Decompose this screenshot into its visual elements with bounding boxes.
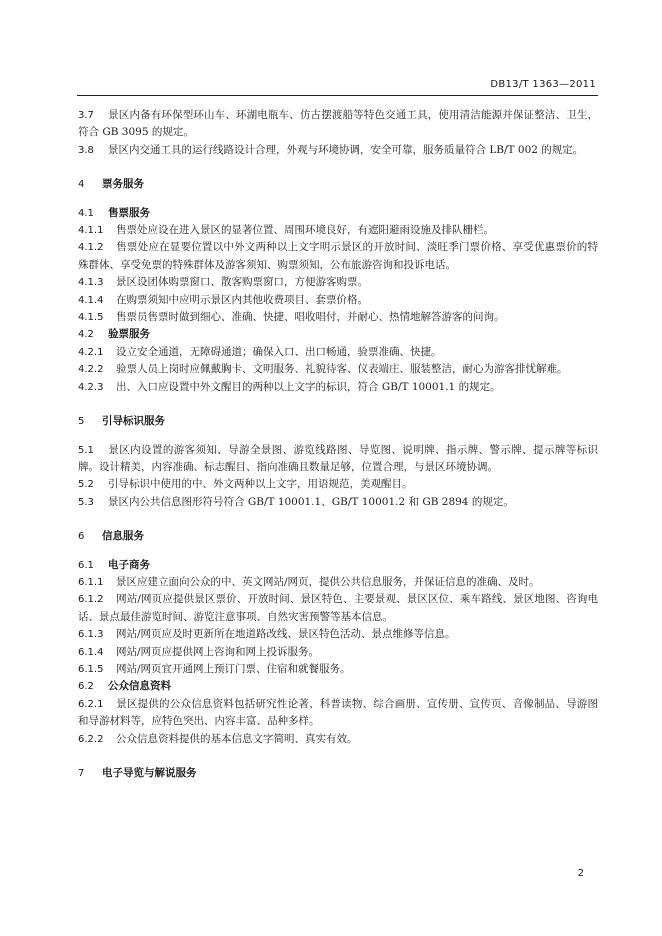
clause-number: 4.1.4 bbox=[78, 294, 104, 306]
subsection-heading-4-1 bbox=[78, 205, 598, 222]
clause-number: 6.2.1 bbox=[78, 698, 104, 710]
section-title: 引导标识服务 bbox=[102, 415, 165, 428]
subsection-title: 验票服务 bbox=[108, 328, 150, 341]
clause-4-1-5 bbox=[78, 309, 598, 326]
clause-4-2-1 bbox=[78, 344, 598, 361]
clause-6-2-1 bbox=[78, 696, 598, 731]
clause-text: 景区内设置的游客须知、导游全景图、游览线路图、导览图、说明牌、指示牌、警示牌、提示牌等标识牌。设计精美，内容准确、标志醒目、指向准确且数量足够，位置合理，与景区环境协调。 bbox=[78, 443, 598, 473]
section-heading-6 bbox=[78, 528, 598, 545]
clause-number: 4.1.3 bbox=[78, 277, 104, 289]
clause-text: 景区内备有环保型环山车、环湖电瓶车、仿古摆渡船等特色交通工具，使用清洁能源并保证整洁、卫生，符合 GB 3095 的规定。 bbox=[78, 109, 598, 139]
clause-text: 售票员售票时做到细心、准确、快捷、唱收唱付，并耐心、热情地解答游客的问询。 bbox=[116, 311, 505, 324]
clause-5-3 bbox=[78, 494, 598, 511]
document-body bbox=[78, 107, 598, 782]
section-title: 信息服务 bbox=[102, 530, 144, 543]
spacer bbox=[78, 194, 598, 205]
clause-text: 验票人员上岗时应佩戴胸卡、文明服务、礼貌待客、仪表端庄、服装整洁，耐心为游客排忧解难。 bbox=[116, 363, 568, 376]
clause-5-2 bbox=[78, 476, 598, 493]
clause-text: 引导标识中使用的中、外文两种以上文字，用语规范，美观醒目。 bbox=[108, 478, 413, 491]
clause-text: 景区提供的公众信息资料包括研究性论著、科普读物、综合画册、宣传册、宣传页、音像制品、导游图和导游材料等，应特色突出、内容丰富、品种多样。 bbox=[78, 697, 598, 728]
section-title: 票务服务 bbox=[102, 178, 144, 191]
clause-6-1-3 bbox=[78, 626, 598, 643]
clause-number: 6.2.2 bbox=[78, 733, 104, 745]
clause-number: 6.1.2 bbox=[78, 594, 104, 606]
clause-number: 6.1.4 bbox=[78, 646, 104, 658]
clause-4-2-2 bbox=[78, 361, 598, 378]
clause-number: 5.3 bbox=[78, 496, 94, 508]
section-number: 6 bbox=[78, 531, 85, 543]
clause-text: 网站/网页应提供网上咨询和网上投诉服务。 bbox=[116, 645, 320, 658]
document-id: DB13/T 1363—2011 bbox=[490, 79, 596, 90]
clause-number: 4.1.1 bbox=[78, 225, 104, 237]
subsection-heading-4-2 bbox=[78, 326, 598, 343]
clause-6-2-2 bbox=[78, 731, 598, 748]
clause-text: 景区内公共信息图形符号符合 GB/T 10001.1、GB/T 10001.2 和 GB 2894 的规定。 bbox=[108, 495, 514, 508]
clause-number: 4.2.2 bbox=[78, 364, 104, 376]
spacer bbox=[78, 748, 598, 765]
subsection-number: 6.2 bbox=[78, 681, 94, 693]
clause-text: 售票处应在显要位置以中外文两种以上文字明示景区的开放时间、淡旺季门票价格、享受优惠票价的特殊群体、享受免票的特殊群体及游客须知、购票须知，公布旅游咨询和投诉电话。 bbox=[78, 241, 598, 271]
section-title: 电子导览与解说服务 bbox=[102, 767, 197, 779]
page-number: 2 bbox=[577, 868, 584, 879]
clause-6-1-5 bbox=[78, 661, 598, 678]
section-heading-4 bbox=[78, 176, 598, 193]
clause-4-1-2 bbox=[78, 239, 598, 274]
subsection-title: 公众信息资料 bbox=[108, 680, 171, 693]
clause-number: 4.2.3 bbox=[78, 381, 104, 393]
clause-number: 6.1.5 bbox=[78, 663, 104, 675]
subsection-number: 6.1 bbox=[78, 559, 94, 571]
subsection-heading-6-1 bbox=[78, 557, 598, 574]
clause-number: 3.7 bbox=[78, 110, 94, 121]
clause-6-1-4 bbox=[78, 644, 598, 661]
clause-5-1 bbox=[78, 442, 598, 477]
subsection-title: 售票服务 bbox=[108, 206, 150, 219]
subsection-title: 电子商务 bbox=[108, 558, 150, 571]
clause-4-2-3 bbox=[78, 379, 598, 396]
clause-number: 5.2 bbox=[78, 479, 94, 491]
subsection-heading-6-2 bbox=[78, 678, 598, 695]
section-heading-7 bbox=[78, 765, 598, 782]
clause-number: 4.2.1 bbox=[78, 346, 104, 358]
clause-text: 公众信息资料提供的基本信息文字简明、真实有效。 bbox=[116, 732, 358, 745]
clause-text: 网站/网页应及时更新所在地道路改线、景区特色活动、景点维修等信息。 bbox=[116, 628, 456, 641]
clause-text: 出、入口应设置中外文醒目的两种以上文字的标识，符合 GB/T 10001.1 的规定。 bbox=[116, 380, 501, 393]
clause-text: 设立安全通道，无障碍通道；确保入口、出口畅通，验票准确、快捷。 bbox=[116, 345, 442, 358]
clause-text: 景区应建立面向公众的中、英文网站/网页，提供公共信息服务，并保证信息的准确、及时。 bbox=[116, 575, 540, 588]
section-number: 4 bbox=[78, 179, 85, 191]
clause-text: 网站/网页宜开通网上预订门票、住宿和就餐服务。 bbox=[116, 662, 351, 675]
clause-4-1-1 bbox=[78, 222, 598, 239]
clause-6-1-1 bbox=[78, 574, 598, 591]
clause-text: 网站/网页应提供景区票价、开放时间、景区特色、主要景观、景区区位、乘车路线、景区地图、咨询电话、景点最佳游览时间、游览注意事项、自然灾害预警等基本信息。 bbox=[78, 593, 598, 623]
section-heading-5 bbox=[78, 413, 598, 430]
clause-text: 在购票须知中应明示景区内其他收费项目、套票价格。 bbox=[116, 293, 368, 306]
clause-3-7 bbox=[78, 107, 598, 142]
clause-4-1-4 bbox=[78, 292, 598, 309]
clause-number: 3.8 bbox=[78, 144, 94, 156]
subsection-number: 4.2 bbox=[78, 329, 94, 341]
clause-number: 6.1.1 bbox=[78, 576, 104, 588]
clause-text: 景区内交通工具的运行线路设计合理，外观与环境协调，安全可靠，服务质量符合 LB/T 002 的规定。 bbox=[108, 143, 584, 156]
clause-6-1-2 bbox=[78, 591, 598, 626]
clause-number: 4.1.5 bbox=[78, 312, 104, 324]
header-rule bbox=[77, 95, 598, 96]
clause-text: 景区设团体购票窗口、散客购票窗口，方便游客购票。 bbox=[116, 276, 368, 289]
subsection-number: 4.1 bbox=[78, 207, 94, 219]
clause-4-1-3 bbox=[78, 274, 598, 291]
clause-number: 5.1 bbox=[78, 444, 94, 456]
clause-number: 6.1.3 bbox=[78, 629, 104, 641]
section-number: 5 bbox=[78, 416, 85, 428]
clause-number: 4.1.2 bbox=[78, 242, 104, 254]
clause-text: 售票处应设在进入景区的显著位置、周围环境良好，有遮阳避雨设施及排队栅栏。 bbox=[116, 224, 494, 237]
clause-3-8 bbox=[78, 142, 598, 159]
spacer bbox=[78, 159, 598, 176]
spacer bbox=[78, 546, 598, 557]
spacer bbox=[78, 396, 598, 413]
section-number: 7 bbox=[78, 768, 85, 779]
spacer bbox=[78, 431, 598, 442]
spacer bbox=[78, 511, 598, 528]
